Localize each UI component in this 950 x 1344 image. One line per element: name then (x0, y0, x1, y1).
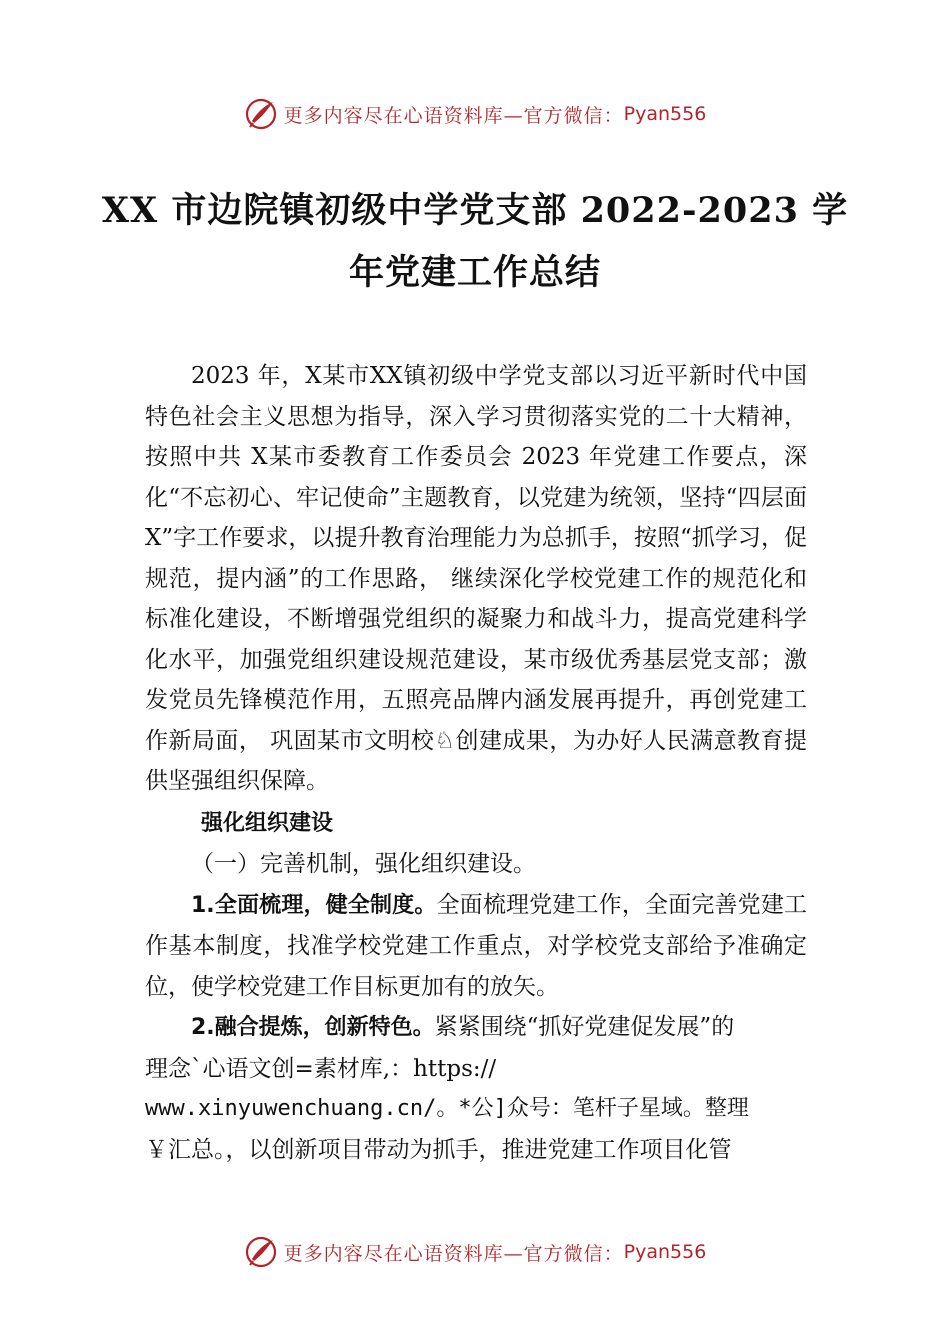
item-2-line-4: ￥汇总。，以创新项目带动为抓手，推进党建工作项目化管 (145, 1136, 732, 1163)
quill-logo-icon (244, 97, 278, 131)
title-line-2: 年党建工作总结 (348, 252, 601, 293)
item-2-line-2 (145, 1049, 807, 1090)
item-2-paragraph (145, 1007, 807, 1049)
item-2-body: 紧紧围绕“抓好党建促发展”的 (434, 1014, 735, 1040)
item-1-lead: 1.全面梳理，健全制度。 (191, 892, 437, 918)
banner-text: 更多内容尽在心语资料库—官方微信： (283, 1242, 624, 1265)
banner-wechat-id: Pyan556 (623, 103, 707, 125)
title-line-1: XX 市边院镇初级中学党支部 2022-2023 学 (101, 190, 849, 231)
banner-wechat-id: Pyan556 (623, 1241, 707, 1263)
document-title (100, 180, 850, 304)
item-2-line-2-text: 理念`心语文创=素材库,：https:// (145, 1055, 497, 1082)
subsection-heading: （一）完善机制，强化组织建设。 (191, 851, 536, 877)
footer-watermark-banner (0, 1232, 950, 1272)
item-1-body: 全面梳理党建工作，全面完善党建工作基本制度，找准学校党建工作重点，对学校党支部给予准确定位，使学校党建工作目标更加有的放矢。 (145, 891, 807, 1000)
item-2-lead: 2.融合提炼，创新特色。 (191, 1015, 435, 1040)
item-2-line-3: www.xinyuwenchuang.cn/。*公]众号：笔杆子星域。整理 (145, 1096, 749, 1121)
document-body (145, 356, 807, 1170)
banner-text: 更多内容尽在心语资料库—官方微信： (283, 104, 624, 127)
item-2-continued (145, 1049, 807, 1171)
item-1-paragraph (145, 885, 807, 1008)
section-heading: 强化组织建设 (201, 810, 334, 836)
quill-logo-icon (244, 1235, 278, 1269)
intro-paragraph: 2023 年，X某市XX镇初级中学党支部以习近平新时代中国特色社会主义思想为指导，深入学习贯彻落实党的二十大精神，按照中共 X某市委教育工作委员会 2023 年党建工作要点，深化“不忘初心、牢记使命”主题教育，以党建为统领，坚持“四层面 X”字工作要求，以提升教育治理能力为总抓手，按照“抓学习，促规范，提内涵”的工作思路， 继续深化学校党建工作的规范化和标准化建设，不断增强党组织的凝聚力和战斗力，提高党建科学化水平，加强党组织建设规范建设，某市级优秀基层党支部；激发党员先锋模范作用，五照亮品牌内涵发展再提升，再创党建工作新局面， 巩固某市文明校♘创建成果，为办好人民满意教育提供坚强组织保障。 (145, 363, 807, 794)
header-watermark-banner (0, 94, 950, 134)
